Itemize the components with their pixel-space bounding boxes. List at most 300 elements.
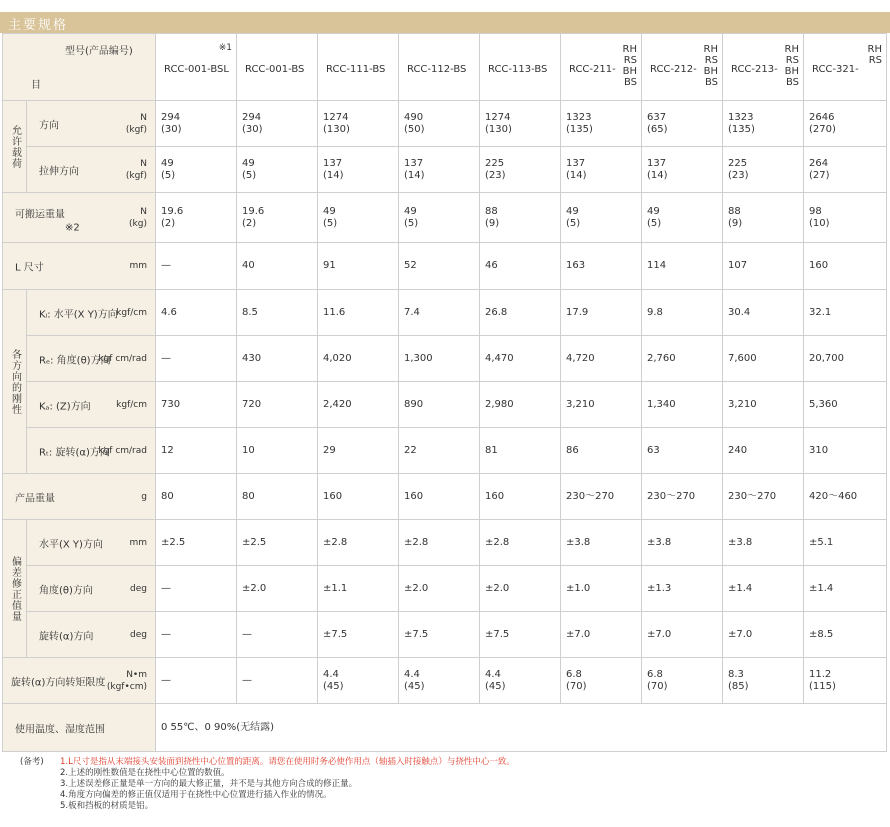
model-variant-suffixes (868, 44, 882, 66)
cell-value-line: 137 (647, 157, 667, 169)
cell-value (237, 243, 318, 290)
cell-value-line: 420～460 (809, 490, 858, 502)
notes-heading: (备考) (20, 757, 44, 767)
cell-value (723, 428, 804, 474)
spec-row (3, 612, 887, 658)
row-label-name: 水平(X Y)方向 (39, 539, 103, 550)
row-unit-line: N (140, 112, 147, 123)
model-variant-suffix: RS (785, 55, 799, 66)
model-variant-suffix: BS (623, 77, 637, 88)
cell-value-line: 8.5 (242, 306, 258, 318)
cell-value (804, 147, 887, 193)
cell-value (561, 428, 642, 474)
cell-value-line: 4.6 (161, 306, 177, 318)
cell-value-line: ±7.0 (647, 628, 672, 640)
cell-value (318, 520, 399, 566)
cell-value-line: (50) (404, 123, 425, 135)
cell-value (237, 520, 318, 566)
header-corner (3, 34, 156, 101)
cell-value (480, 382, 561, 428)
cell-value (156, 290, 237, 336)
cell-value (723, 336, 804, 382)
cell-value (804, 336, 887, 382)
model-variant-suffix: RH (703, 44, 718, 55)
cell-value-line: 637 (647, 111, 667, 123)
cell-value-line: (270) (809, 123, 836, 135)
cell-value (804, 566, 887, 612)
model-variant-suffix: BS (704, 77, 718, 88)
cell-value-line: ±1.4 (728, 582, 753, 594)
row-label-name: 使用温度、湿度范围 (15, 724, 105, 735)
note-item: 2.上述的刚性数值是在挠性中心位置的数值。 (60, 768, 230, 778)
cell-value-line: ±3.8 (566, 536, 591, 548)
cell-value (561, 147, 642, 193)
row-label-name: 旋转(α)方向转矩限度 (11, 677, 106, 688)
cell-value-line: 7.4 (404, 306, 420, 318)
model-variant-suffix: RS (868, 55, 882, 66)
cell-value (804, 101, 887, 147)
row-unit (116, 307, 147, 319)
cell-value-line: (30) (161, 123, 182, 135)
row-label-name: Kₗ: 水平(X Y)方向 (39, 309, 118, 320)
cell-value-line: ±2.0 (242, 582, 267, 594)
cell-value-line: 1323 (728, 111, 754, 123)
cell-value-line: 230～270 (566, 490, 615, 502)
cell-value (480, 566, 561, 612)
cell-value (561, 474, 642, 520)
cell-value (480, 243, 561, 290)
row-label (3, 243, 156, 290)
cell-value-line: ±1.4 (809, 582, 834, 594)
cell-value-line: 4,470 (485, 352, 514, 364)
row-unit-line: kgf cm/rad (98, 353, 147, 364)
section-banner (0, 12, 890, 33)
cell-value-line: 4.4 (485, 668, 501, 680)
spec-row (3, 336, 887, 382)
cell-value (480, 658, 561, 704)
spec-row (3, 566, 887, 612)
row-unit (130, 583, 147, 595)
cell-value-line: 1323 (566, 111, 592, 123)
cell-value (642, 612, 723, 658)
cell-value (156, 243, 237, 290)
model-variant-suffix: BH (784, 66, 799, 77)
cell-value-line: ±7.5 (323, 628, 348, 640)
row-label-name: Rₑ: 角度(θ)方向 (39, 355, 111, 366)
cell-value-line: ±7.0 (566, 628, 591, 640)
row-unit (129, 537, 147, 549)
row-unit (141, 491, 147, 503)
cell-value (642, 193, 723, 243)
cell-value-line: 310 (809, 444, 829, 456)
cell-value-line: 7,600 (728, 352, 757, 364)
row-label-name: 旋转(α)方向 (39, 631, 94, 642)
cell-value (723, 658, 804, 704)
cell-value-line: ±7.0 (728, 628, 753, 640)
cell-value-line: (115) (809, 680, 836, 692)
cell-value-line: (10) (809, 217, 830, 229)
row-label-name: 产品重量 (15, 493, 55, 504)
model-variant-suffix: RS (704, 55, 718, 66)
row-label-name: L 尺寸 (15, 262, 44, 274)
cell-value-line: ±2.0 (485, 582, 510, 594)
cell-value (237, 101, 318, 147)
cell-value-line: (14) (404, 169, 425, 181)
model-variant-suffix: RH (622, 44, 637, 55)
cell-value-line: (9) (485, 217, 500, 229)
cell-value-line: 22 (404, 444, 417, 456)
model-name: RCC-113-BS (488, 64, 548, 75)
spec-row (3, 290, 887, 336)
cell-value-line: (5) (647, 217, 662, 229)
cell-value (237, 382, 318, 428)
cell-value (480, 474, 561, 520)
cell-value (399, 428, 480, 474)
cell-value (723, 193, 804, 243)
cell-value-line: 160 (323, 490, 343, 502)
row-label (3, 193, 156, 243)
row-unit-line: (kgf•cm) (106, 681, 147, 692)
model-name: RCC-001-BSL (164, 64, 229, 75)
row-unit (107, 669, 147, 693)
cell-value (480, 147, 561, 193)
model-variant-suffix: RS (623, 55, 637, 66)
model-header (399, 34, 480, 101)
spec-row (3, 474, 887, 520)
cell-value (399, 520, 480, 566)
model-header (804, 34, 887, 101)
row-label (27, 428, 156, 474)
cell-value-line: (45) (404, 680, 425, 692)
model-variant-suffixes (623, 44, 637, 88)
model-name: RCC-112-BS (407, 64, 467, 75)
cell-value-line: ±2.0 (404, 582, 429, 594)
model-variant-suffixes (704, 44, 718, 88)
cell-value-line: ±1.3 (647, 582, 672, 594)
cell-value (804, 658, 887, 704)
cell-value-line: (23) (728, 169, 749, 181)
note-item: 3.上述误差修正量是单一方向的最大修正量，并不是与其他方向合成的修正量。 (60, 779, 358, 789)
cell-value-line: — (161, 260, 171, 271)
cell-value (561, 243, 642, 290)
row-unit (129, 206, 147, 230)
cell-value-line: — (161, 352, 171, 364)
cell-value (156, 147, 237, 193)
cell-value-line: 1274 (485, 111, 511, 123)
cell-value-line: 160 (809, 260, 829, 271)
cell-value-line: (130) (323, 123, 350, 135)
cell-value-line: (65) (647, 123, 668, 135)
cell-value-line: 730 (161, 398, 181, 410)
model-variant-suffix: BH (622, 66, 637, 77)
cell-value-line: 11.2 (809, 668, 832, 680)
cell-value (642, 428, 723, 474)
cell-value (318, 243, 399, 290)
spec-row (3, 428, 887, 474)
cell-value-line: 3,210 (728, 398, 757, 410)
spec-row (3, 382, 887, 428)
cell-value (642, 147, 723, 193)
cell-value (480, 290, 561, 336)
cell-value-line: 17.9 (566, 306, 589, 318)
cell-value (804, 193, 887, 243)
group-label: 各方向的刚性 (3, 290, 27, 474)
spec-row (3, 193, 887, 243)
row-unit (98, 445, 147, 457)
cell-value (318, 101, 399, 147)
cell-value-line: 5,360 (809, 398, 838, 410)
cell-value (804, 474, 887, 520)
cell-value (642, 520, 723, 566)
cell-value (156, 520, 237, 566)
cell-value (642, 382, 723, 428)
cell-value (399, 566, 480, 612)
cell-value-line: ±8.5 (809, 628, 834, 640)
cell-value (723, 612, 804, 658)
spec-row (3, 520, 887, 566)
cell-value (642, 101, 723, 147)
cell-value (399, 658, 480, 704)
cell-value (804, 382, 887, 428)
cell-value (237, 612, 318, 658)
cell-value (561, 566, 642, 612)
cell-value (804, 520, 887, 566)
cell-value-line: 80 (242, 490, 255, 502)
cell-value-line: ±3.8 (647, 536, 672, 548)
row-unit-line: deg (130, 629, 147, 640)
cell-value-line: (14) (323, 169, 344, 181)
cell-value (318, 193, 399, 243)
row-unit (126, 158, 147, 182)
cell-value (642, 290, 723, 336)
cell-value (723, 474, 804, 520)
cell-value (561, 101, 642, 147)
cell-value-line: (2) (242, 217, 257, 229)
cell-value (399, 290, 480, 336)
cell-value-line: 114 (647, 260, 667, 271)
cell-value-line: (5) (161, 169, 176, 181)
cell-value (156, 474, 237, 520)
cell-value-line: 49 (566, 205, 579, 217)
row-unit-line: deg (130, 583, 147, 594)
cell-value-line: (5) (404, 217, 419, 229)
cell-value (318, 612, 399, 658)
cell-value-line: 4.4 (323, 668, 339, 680)
cell-value-line: ±2.8 (485, 536, 510, 548)
row-unit (126, 112, 147, 136)
spec-row (3, 101, 887, 147)
cell-value-line: 240 (728, 444, 748, 456)
cell-value-line: 80 (161, 490, 174, 502)
row-label-name: 方向 (39, 120, 59, 131)
cell-value-line: (5) (242, 169, 257, 181)
model-name: RCC-213- (731, 64, 778, 75)
cell-value (237, 566, 318, 612)
cell-value-line: 230～270 (647, 490, 696, 502)
cell-value (804, 243, 887, 290)
cell-value (318, 658, 399, 704)
row-label-name: 可搬运重量 (15, 209, 65, 221)
cell-value-line: — (161, 628, 171, 640)
row-unit-line: mm (129, 261, 147, 271)
model-header (237, 34, 318, 101)
cell-value-line: 40 (242, 260, 255, 271)
cell-value-line: 9.8 (647, 306, 663, 318)
model-name: RCC-111-BS (326, 64, 386, 75)
cell-value-line: 91 (323, 260, 336, 271)
row-label-name: Kₐ: (Z)方向 (39, 401, 91, 412)
row-unit-line: N (140, 158, 147, 169)
cell-value (804, 428, 887, 474)
notes-list (60, 757, 515, 812)
cell-value (480, 193, 561, 243)
cell-value-line: 29 (323, 444, 336, 456)
cell-value-line: 19.6 (161, 205, 184, 217)
model-header (642, 34, 723, 101)
cell-value-line: 88 (485, 205, 498, 217)
cell-value (237, 193, 318, 243)
cell-value-line: 6.8 (566, 668, 582, 680)
cell-value (156, 193, 237, 243)
model-name: RCC-321- (812, 64, 859, 75)
cell-value (723, 101, 804, 147)
row-unit-line: mm (129, 537, 147, 548)
cell-value-line: 63 (647, 444, 660, 456)
cell-value-line: (14) (566, 169, 587, 181)
cell-value (561, 336, 642, 382)
spec-row (3, 147, 887, 193)
row-label (27, 612, 156, 658)
spec-row (3, 704, 887, 752)
cell-value-line: 86 (566, 444, 579, 456)
cell-value-line: 12 (161, 444, 174, 456)
spec-row (3, 658, 887, 704)
cell-value (723, 243, 804, 290)
cell-value-line: — (242, 628, 252, 640)
note-item: 4.角度方向偏差的修正值仅适用于在挠性中心位置进行插入作业的情况。 (60, 790, 332, 800)
cell-value-line: (5) (566, 217, 581, 229)
cell-value-line: 225 (485, 157, 505, 169)
cell-value (642, 474, 723, 520)
cell-value (561, 382, 642, 428)
cell-value-line: 2,420 (323, 398, 352, 410)
cell-value-line: (130) (485, 123, 512, 135)
row-unit-line: g (141, 491, 147, 502)
group-label: 允许载荷 (3, 101, 27, 193)
cell-value-line: 1274 (323, 111, 349, 123)
cell-value-line: 890 (404, 398, 424, 410)
cell-value-line: 20,700 (809, 352, 844, 364)
cell-value (480, 336, 561, 382)
row-unit-line: (kg) (129, 218, 147, 229)
cell-value-line: (30) (242, 123, 263, 135)
cell-value-line: 4,020 (323, 352, 352, 364)
cell-value (723, 520, 804, 566)
cell-value (237, 336, 318, 382)
cell-value (237, 290, 318, 336)
cell-value (399, 612, 480, 658)
cell-value (480, 428, 561, 474)
cell-value-line: 52 (404, 260, 417, 271)
cell-value-line: 490 (404, 111, 424, 123)
cell-value (318, 290, 399, 336)
cell-value (723, 382, 804, 428)
corner-model-label: 型号(产品编号) (65, 46, 133, 57)
cell-value-line: ±2.5 (242, 536, 267, 548)
cell-value-line: 294 (161, 111, 181, 123)
cell-value (156, 612, 237, 658)
row-unit-line: N (140, 206, 147, 217)
cell-value-line: 32.1 (809, 306, 832, 318)
row-unit (98, 353, 147, 365)
cell-value-line: (27) (809, 169, 830, 181)
cell-value (156, 428, 237, 474)
cell-value-line: 88 (728, 205, 741, 217)
cell-value-line: (135) (728, 123, 755, 135)
cell-value-line: 11.6 (323, 306, 346, 318)
note-item: 1.L尺寸是指从末端接头安装面到挠性中心位置的距离。请您在使用时务必使作用点（轴插入时接触点）与挠性中心一致。 (60, 757, 515, 767)
cell-value (156, 101, 237, 147)
model-header (318, 34, 399, 101)
cell-value-line: — (161, 674, 171, 686)
model-name: RCC-212- (650, 64, 697, 75)
cell-value (318, 474, 399, 520)
row-label (27, 520, 156, 566)
model-name: RCC-001-BS (245, 64, 305, 75)
cell-value-line: 49 (242, 157, 255, 169)
cell-value (723, 147, 804, 193)
cell-value-line: 160 (485, 490, 505, 502)
cell-value (642, 243, 723, 290)
row-label (27, 566, 156, 612)
cell-value (480, 612, 561, 658)
cell-value-line: 1,340 (647, 398, 676, 410)
cell-value (237, 428, 318, 474)
cell-value (480, 101, 561, 147)
cell-value-line: 49 (323, 205, 336, 217)
cell-value (318, 147, 399, 193)
cell-value-line: 81 (485, 444, 498, 456)
cell-value-line: 10 (242, 444, 255, 456)
model-variant-suffix: RH (784, 44, 799, 55)
row-label-footnote: ※2 (65, 222, 80, 234)
spec-table (2, 33, 887, 752)
cell-value (318, 566, 399, 612)
cell-value (399, 243, 480, 290)
cell-value-line: 26.8 (485, 306, 508, 318)
model-header (480, 34, 561, 101)
cell-value-line: 4,720 (566, 352, 595, 364)
cell-value-line: (14) (647, 169, 668, 181)
cell-value-line: 1,300 (404, 352, 433, 364)
row-label-name: 拉伸方向 (39, 166, 79, 177)
cell-value (318, 382, 399, 428)
cell-value (399, 147, 480, 193)
cell-value (399, 193, 480, 243)
model-footnote-mark: ※1 (218, 43, 232, 53)
cell-value (237, 658, 318, 704)
cell-value-line: ±2.8 (404, 536, 429, 548)
cell-value-line: ±3.8 (728, 536, 753, 548)
cell-value-line: ±1.1 (323, 582, 348, 594)
cell-value (561, 520, 642, 566)
group-label: 偏差修正值量 (3, 520, 27, 658)
model-variant-suffix: RH (867, 44, 882, 55)
cell-value (642, 336, 723, 382)
row-unit-line: kgf cm/rad (98, 445, 147, 456)
row-unit (116, 399, 147, 411)
cell-value (156, 382, 237, 428)
